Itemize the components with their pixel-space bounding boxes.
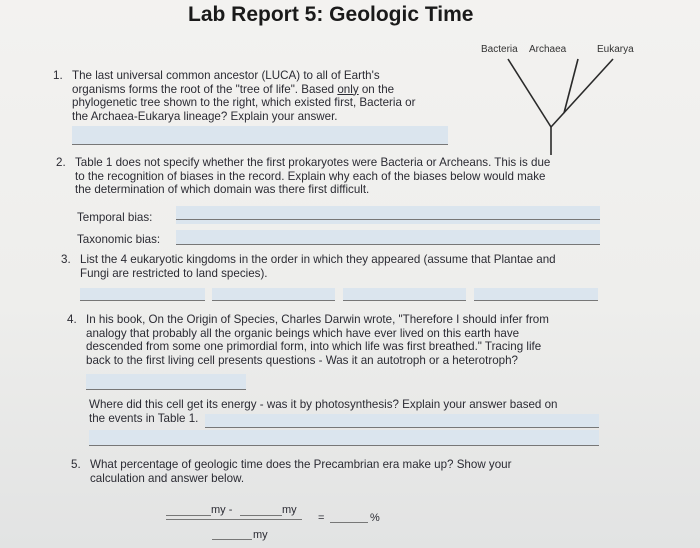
energy-answer-line-1 [205,427,599,428]
calc-total-my: my [253,529,268,541]
question-1-line: The last universal common ancestor (LUCA) to all of Earth's [72,69,380,82]
energy-answer-field-2[interactable] [89,430,599,446]
question-3 [61,253,556,280]
question-1-line: organisms forms the root of the "tree of life". Based only on the [72,82,395,96]
tree-label-bacteria: Bacteria [481,44,518,55]
question-4-line: analogy that probably all the organic beings which have ever lived on this earth have [86,326,520,340]
taxonomic-bias-label: Taxonomic bias: [77,233,161,246]
question-3-number: 3. [61,253,71,266]
kingdom-4-line [474,300,598,301]
question-1-number: 1. [53,69,63,82]
calc-my-minus: my - [211,504,233,516]
question-2-line: Table 1 does not specify whether the first prokaryotes were Bacteria or Archeans. This is due [75,156,551,169]
kingdom-2-line [212,300,335,301]
question-4-line: In his book, On the Origin of Species, Charles Darwin wrote, "Therefore I should infer from [86,313,549,326]
question-2-line: the determination of which domain was there first difficult. [75,183,370,197]
question-5-line: What percentage of geologic time does the Precambrian era make up? Show your [90,458,512,471]
question-4-line: descended from some one primordial form, into which life was first breathed." Tracing life [86,340,542,354]
fraction-bar [166,519,302,520]
temporal-bias-field[interactable] [176,206,600,224]
kingdom-1-line [80,300,205,301]
taxonomic-bias-field[interactable] [176,230,600,245]
question-3-line: List the 4 eukaryotic kingdoms in the order in which they appeared (assume that Plantae and [80,253,556,266]
question-4-line: back to the first living cell presents questions - Was it an autotroph or a heterotroph? [86,353,518,367]
autotroph-answer-field[interactable] [86,374,246,390]
kingdom-3-line [343,300,466,301]
question-1-answer-field[interactable] [72,126,448,144]
question-1-answer-line [72,144,448,145]
calc-my: my [282,504,297,516]
question-2-line: to the recognition of biases in the record. Explain why each of the biases below would make [75,169,546,183]
question-1-line: the Archaea-Eukarya lineage? Explain your answer. [72,109,338,123]
tree-label-eukarya: Eukarya [597,44,634,55]
taxonomic-bias-line [176,244,600,245]
total-time-line [212,539,252,540]
question-5-number: 5. [71,458,81,471]
precambrian-end-line [240,515,282,516]
energy-answer-field-1[interactable] [205,414,599,428]
question-2 [56,156,551,197]
question-5 [71,458,512,485]
question-1 [53,69,416,123]
question-5-line: calculation and answer below. [90,471,245,485]
percent-answer-line[interactable] [330,522,368,523]
temporal-bias-label: Temporal bias: [77,211,153,224]
question-4 [67,313,549,367]
question-3-line: Fungi are restricted to land species). [80,266,268,280]
page-title: Lab Report 5: Geologic Time [188,3,474,26]
autotroph-answer-line [86,389,246,390]
calc-percent: % [370,512,380,524]
question-2-number: 2. [56,156,66,169]
tree-label-archaea: Archaea [529,44,567,55]
question-4-sub-line: the events in Table 1. [89,411,199,425]
question-1-line: phylogenetic tree shown to the right, which existed first, Bacteria or [72,96,416,110]
precambrian-start-line [166,515,211,516]
energy-answer-line-2 [89,445,599,446]
temporal-bias-line [176,219,600,220]
question-4-sub-line: Where did this cell get its energy - was it by photosynthesis? Explain your answer based on [89,398,558,411]
question-4-number: 4. [67,313,77,326]
calc-equals: = [318,512,325,524]
phylogenetic-tree-diagram [480,55,640,160]
